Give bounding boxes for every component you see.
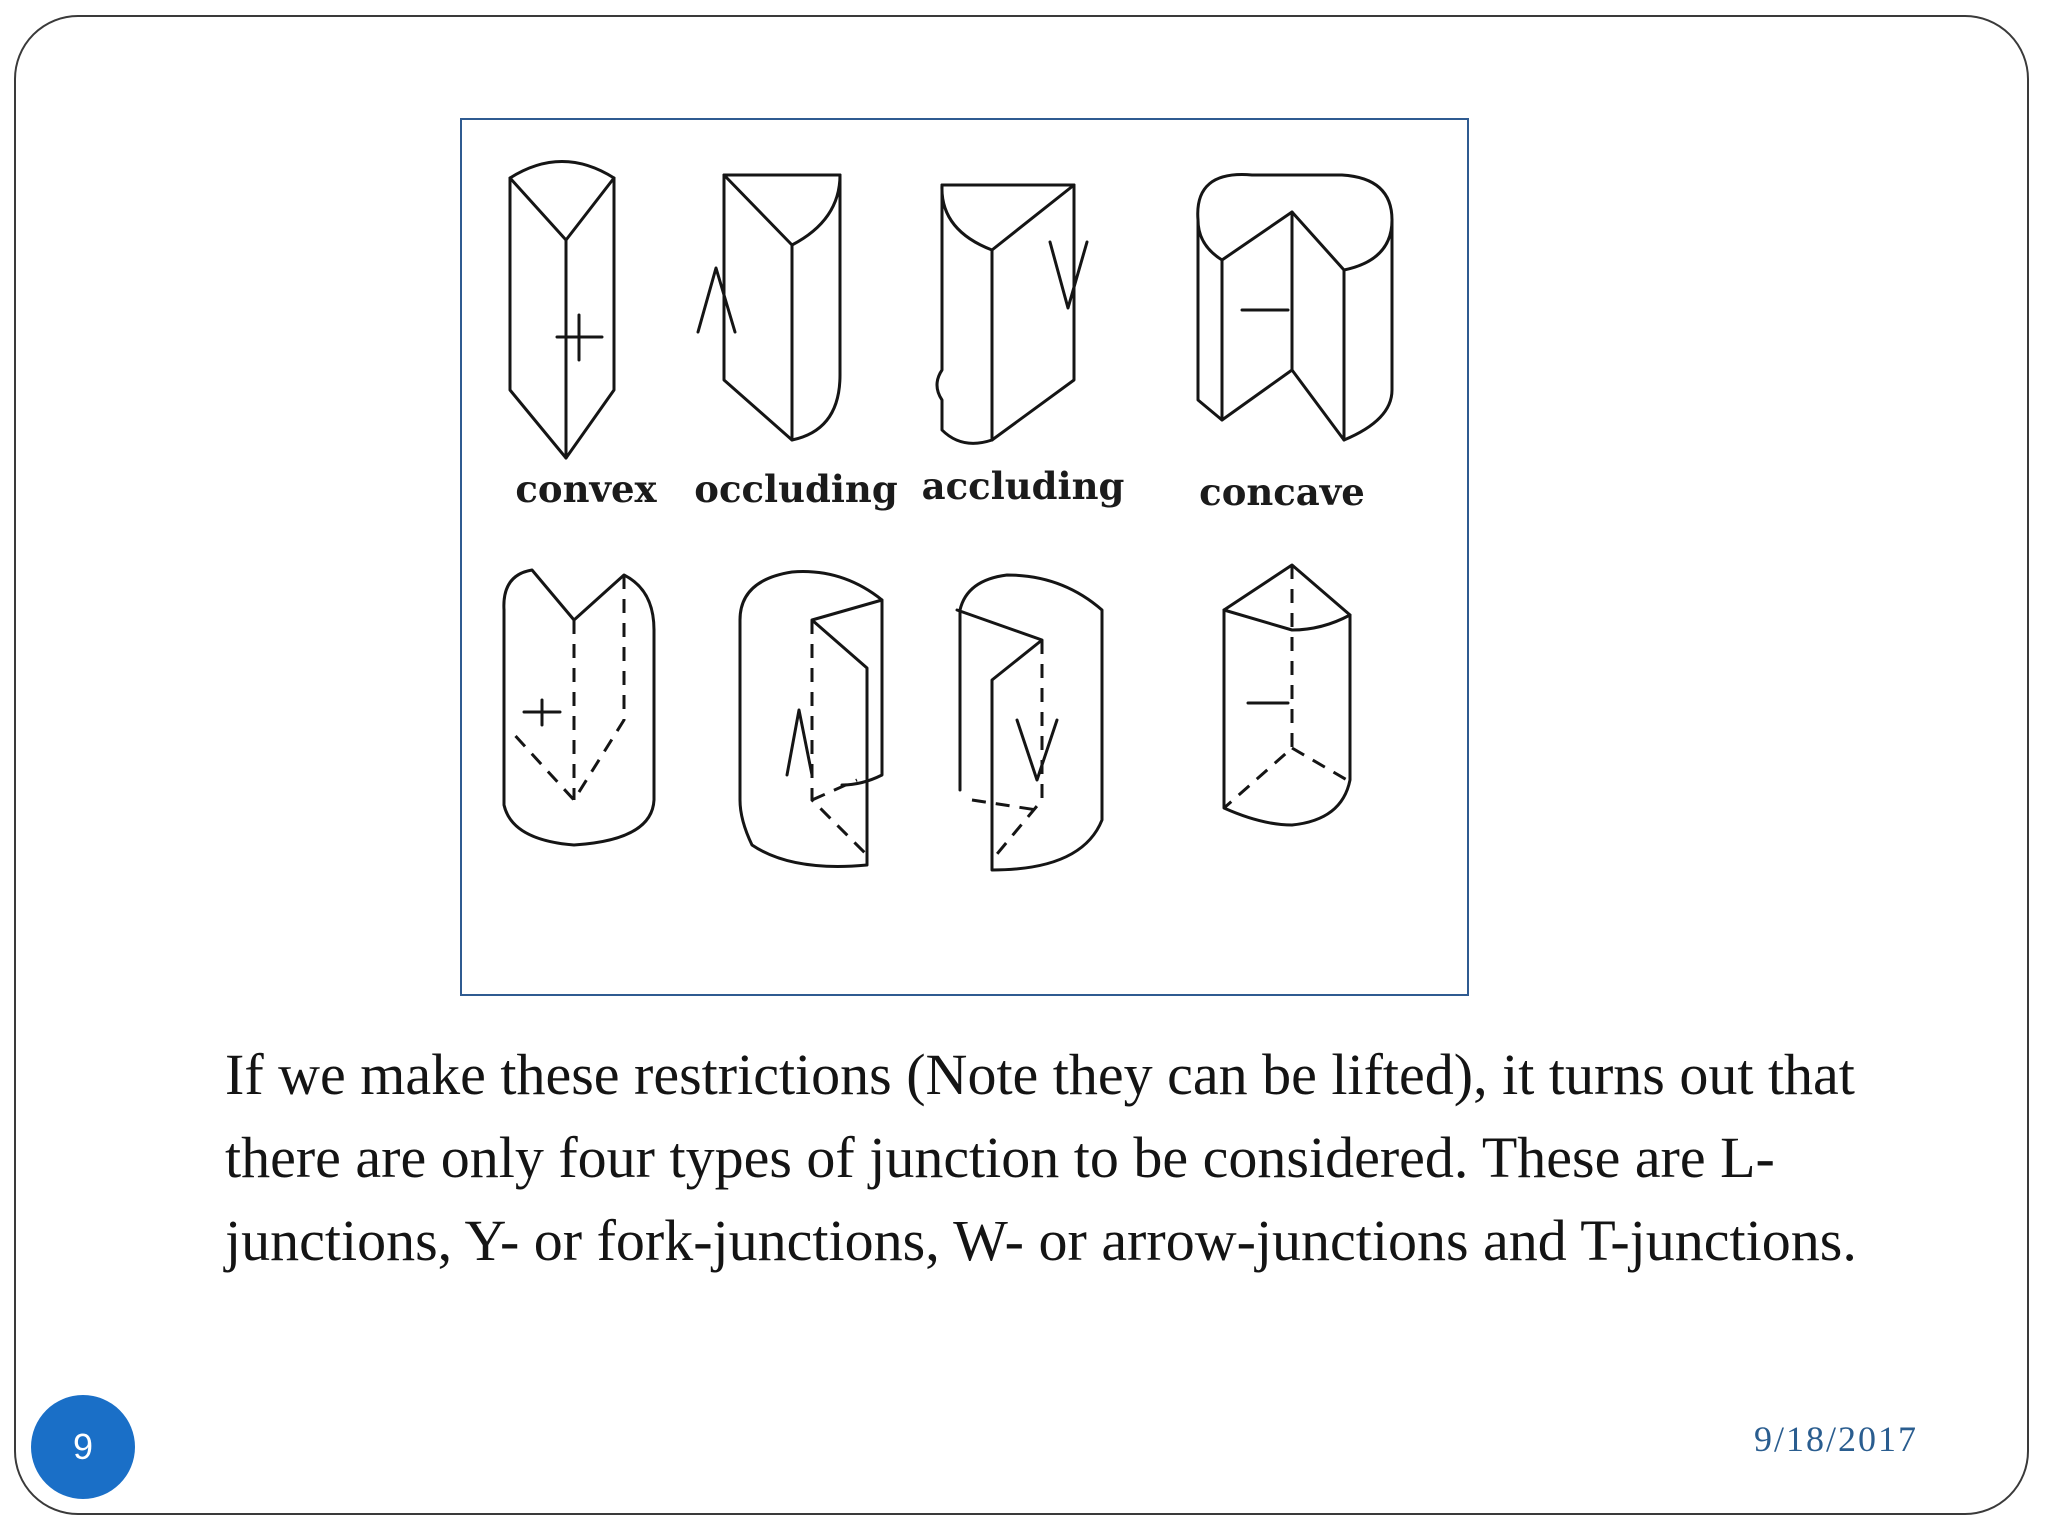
convex-prism-shape [510,162,614,459]
body-paragraph: If we make these restrictions (Note they can be lifted), it turns out that there are only four types of junction to be considered. These are L-junctions, Y- or fork-junctions, W- or arrow-junctions and T-junctions. [225,1042,1857,1273]
label-accluding: accluding [921,464,1125,508]
concave-cylinder-shape [1224,565,1350,825]
label-convex: convex [515,467,657,511]
slide-date: 9/18/2017 [1753,1419,1918,1459]
convex-cylinder-shape [504,570,654,845]
accluding-prism-shape [937,185,1087,443]
page-number: 9 [72,1426,94,1467]
accluding-cylinder-shape [957,575,1102,870]
line-labeling-figure [460,118,1469,996]
figure-drawing [462,120,1471,998]
occluding-cylinder-shape [740,572,882,867]
concave-block-shape [1198,175,1392,440]
label-concave: concave [1199,470,1365,514]
label-occluding: occluding [694,467,898,511]
page-number-badge [31,1395,135,1499]
occluding-prism-shape [698,175,840,440]
